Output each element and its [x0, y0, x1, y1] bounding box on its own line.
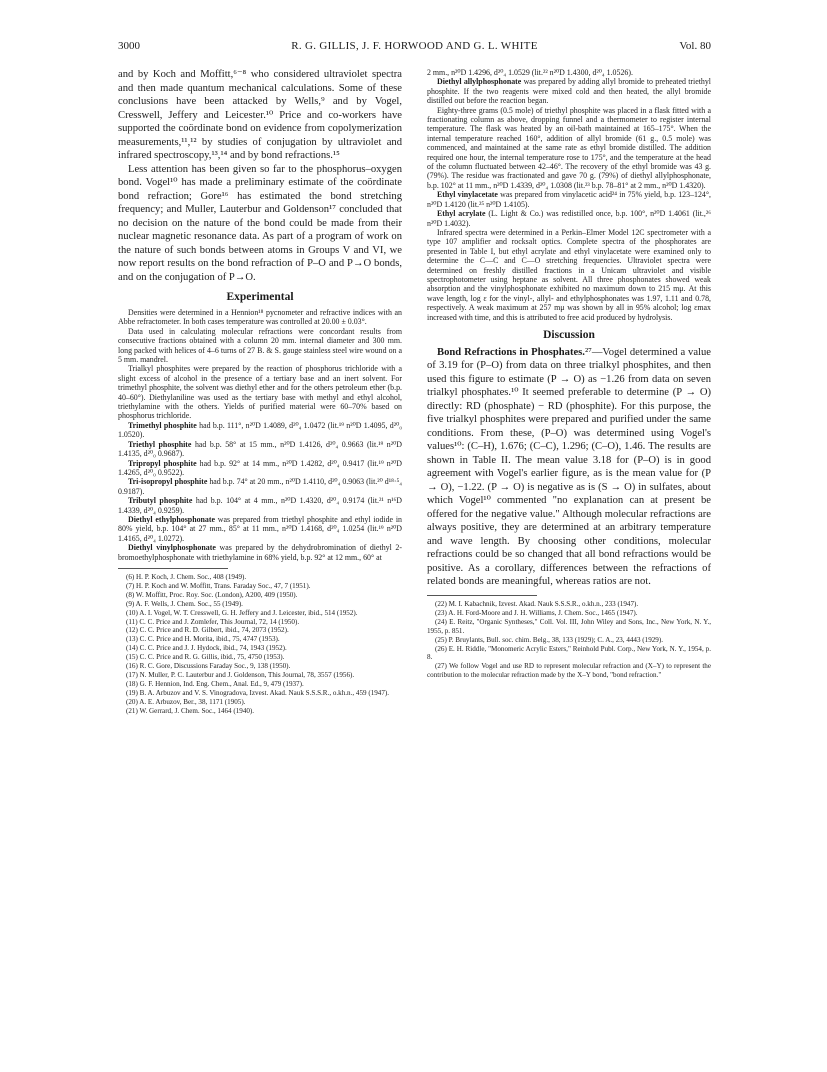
running-authors: R. G. GILLIS, J. F. HORWOOD AND G. L. WHITE — [291, 40, 538, 52]
discussion-heading: Discussion — [543, 328, 595, 341]
footnote: (19) B. A. Arbuzov and V. S. Vinogradova, Izvest. Akad. Nauk S.S.S.R., o.kh.n., 459 (1947). — [126, 688, 390, 697]
compound-tributyl-phosphite — [118, 496, 402, 515]
compound-name: Triethyl phosphite — [128, 439, 192, 449]
compound-data: had b.p. 92° at 14 mm., n²⁰D 1.4282, d²⁰₄ 0.9417 (lit.¹⁹ n²⁰D 1.4265, d²⁰₀ 0.9522). — [118, 458, 402, 477]
compound-data: was prepared from triethyl phosphite and ethyl iodide in 80% yield, b.p. 104° at 27 mm., 85° at 11 mm., n²⁰D 1.4168, d²⁰₄ 1.0254 (lit.¹⁹ n²⁰D 1.4165, d²⁰₄ 1.0272). — [118, 514, 403, 543]
footnote: (25) P. Bruylants, Bull. soc. chim. Belg., 38, 133 (1929); C. A., 23, 4443 (1929). — [435, 635, 663, 644]
footnote: (16) R. C. Gore, Discussions Faraday Soc., 9, 138 (1950). — [126, 662, 291, 671]
compound-diethyl-ethylphosphonate — [118, 515, 402, 543]
spectra-paragraph: Infrared spectra were determined in a Perkin–Elmer Model 12C spectrometer with a type 107 amplifier and rocksalt optics. Complete spectra of the phosphorates are presented in Table I, but ethyl acrylate and ethyl vinylacetate were examined only to determine the C—C and C—O stretching frequencies. Ultraviolet spectra were determined on freshly distilled fractions in a Unicam ultraviolet and visible spectrophotometer using heptane as solvent. All three phosphonates showed weak absorption and the vinylphosphonate exhibited no maximum down to 215 mμ. At this wave length, log ε for the vinyl-, allyl- and ethylphosphonates was 1.97, 1.11 and 0.78, respectively. A weak maximum at 257 mμ was shown by all in 95% alcohol; log εmax increased with time, and this is attributed to free acid produced by hydrolysis. — [427, 227, 711, 322]
compound-data: was prepared from vinylacetic acid²⁴ in 75% yield, b.p. 123–124°, n²⁰D 1.4120 (lit.²⁵ n²⁰D 1.4105). — [427, 190, 711, 209]
footnote: (21) W. Gerrard, J. Chem. Soc., 1464 (1940). — [126, 706, 255, 715]
compound-name: Trimethyl phosphite — [128, 420, 197, 430]
exp-paragraph-densities: Densities were determined in a Hennion¹⁸ pycnometer and refractive indices with an Abbe refractometer. In both cases temperature was controlled at 20.00 ± 0.03°. — [118, 308, 402, 327]
discussion-lead: Bond Refractions in Phosphates. — [437, 346, 585, 358]
footnote: (6) H. P. Koch, J. Chem. Soc., 408 (1949). — [126, 572, 247, 581]
footnotes-left — [118, 573, 402, 716]
compound-data: was prepared by adding allyl bromide to preheated triethyl phosphite. If the two reagents were mixed cold and then heated, the allyl bromide distilled out before the reaction began. — [427, 77, 711, 106]
compound-name: Ethyl acrylate — [437, 209, 486, 219]
footnote-divider — [427, 595, 537, 596]
footnote: (22) M. I. Kabachnik, Izvest. Akad. Nauk S.S.S.R., o.kh.n., 233 (1947). — [435, 599, 639, 608]
compound-data: (L. Light & Co.) was redistilled once, b.p. 100°, n²⁰D 1.4061 (lit.,²⁶ n²⁰D 1.4032). — [427, 209, 711, 228]
compound-ethyl-vinylacetate — [427, 190, 711, 209]
experimental-heading: Experimental — [226, 291, 294, 303]
footnote: (26) E. H. Riddle, "Monomeric Acrylic Esters," Reinhold Publ. Corp., New York, N. Y., 1954, p. 8. — [427, 644, 711, 662]
compound-trimethyl-phosphite — [118, 421, 402, 440]
compound-data: had b.p. 58° at 15 mm., n²⁰D 1.4126, d²⁰₄ 0.9663 (lit.¹⁹ n²⁰D 1.4135, d²⁰₀ 0.9687). — [118, 439, 402, 459]
footnote: (7) H. P. Koch and W. Moffitt, Trans. Faraday Soc., 47, 7 (1951). — [126, 581, 311, 590]
compound-data: was prepared by the dehydrobromination of diethyl 2-bromoethylphosphonate with triethylamine in 68% yield, b.p. 92° at 12 mm., 60° at — [118, 543, 403, 562]
continued-data: 2 mm., n²⁰D 1.4296, d²⁰₄ 1.0529 (lit.²² n²⁰D 1.4300, d²⁰₄ 1.0526). — [427, 68, 633, 77]
intro-paragraph-2: Less attention has been given so far to the phosphorus–oxygen bond. Vogel¹⁰ has made a preliminary estimate of the coördinate bond refraction; Gore¹⁶ has estimated the bond stretching frequency; and Muller, Lauterbur and Goldenson¹⁷ concluded that no decision on the nature of the bond could be made from their nuclear magnetic resonance data. As part of a program of work on the nature of such bonds between atoms in Groups V and VI, we now report results on the bond refraction of P–O and P→O bonds, and on the conjugation of P→O. — [118, 163, 402, 283]
footnote: (10) A. I. Vogel, W. T. Cresswell, G. H. Jeffery and J. Leicester, ibid., 514 (1952). — [126, 608, 358, 617]
footnote: (23) A. H. Ford-Moore and J. H. Williams, J. Chem. Soc., 1465 (1947). — [435, 608, 638, 617]
footnote-divider — [118, 568, 228, 569]
intro-paragraph-1: and by Koch and Moffitt,⁶⁻⁸ who considered ultraviolet spectra and then made quantum mechanical calculations. Some of these conclusions have been attacked by Wells,⁹ and by Vogel, Cresswell, Jeffery and Leicester.¹⁰ Price and co-workers have supported the coördinate bond on evidence from copolymerization measurements,¹¹,¹² by studies of conjugation by ultraviolet and infrared spectroscopy,¹³,¹⁴ and by bond refractions.¹⁵ — [118, 69, 402, 161]
footnote: (27) We follow Vogel and use RD to represent molecular refraction and (X–Y) to represent the contribution to the molecular refraction made by the X–Y bond, "bond refraction." — [427, 662, 711, 680]
compound-name: Diethyl allylphosphonate — [437, 77, 522, 87]
compound-name: Ethyl vinylacetate — [437, 190, 498, 200]
footnote: (12) C. C. Price and R. D. Gilbert, ibid., 74, 2073 (1952). — [126, 626, 289, 635]
footnote: (18) G. F. Hennion, Ind. Eng. Chem., Anal. Ed., 9, 479 (1937). — [126, 679, 304, 688]
footnote: (13) C. C. Price and H. Morita, ibid., 75, 4747 (1953). — [126, 635, 280, 644]
compound-name: Tripropyl phosphite — [128, 458, 197, 468]
exp-paragraph-phosphites: Trialkyl phosphites were prepared by the reaction of phosphorus trichloride with a slight excess of alcohol in the presence of a tertiary base and an inert solvent. For trimethyl phosphite, the solvent was diethyl ether and for the others petroleum ether (b.p. 40–60°). Diethylaniline was used as the tertiary base with methyl and ethyl alcohol, triethylamine with the others. Yields of purified material were 60–70% based on phosphorus trichloride. — [118, 364, 402, 421]
compound-tripropyl-phosphite — [118, 459, 402, 478]
compound-data: had b.p. 111°, n²⁰D 1.4089, d²⁰₄ 1.0472 (lit.¹⁹ n²⁰D 1.4095, d²⁰₀ 1.0520). — [118, 420, 402, 440]
compound-name: Diethyl vinylphosphonate — [128, 543, 216, 553]
footnote: (9) A. F. Wells, J. Chem. Soc., 55 (1949). — [126, 599, 243, 608]
compound-data: had b.p. 104° at 4 mm., n²⁰D 1.4320, d²⁰₄ 0.9174 (lit.²¹ n¹⁶D 1.4339, d²⁰₄ 0.9259). — [118, 496, 402, 515]
left-column — [118, 68, 402, 715]
compound-data: had b.p. 74° at 20 mm., n²⁰D 1.4110, d²⁰₄ 0.9063 (lit.²⁰ d¹⁸·⁵₄ 0.9187). — [118, 477, 402, 496]
footnote: (17) N. Muller, P. C. Lauterbur and J. Goldenson, This Journal, 78, 3557 (1956). — [126, 670, 355, 679]
footnote: (20) A. E. Arbuzov, Ber., 38, 1171 (1905). — [126, 697, 246, 706]
compound-name: Tributyl phosphite — [128, 496, 193, 506]
volume-label: Vol. 80 — [679, 40, 711, 52]
footnote: (24) E. Reitz, "Organic Syntheses," Coll. Vol. III, John Wiley and Sons, Inc., New York, N. Y., 1955, p. 851. — [427, 617, 711, 635]
footnote: (14) C. C. Price and J. J. Hydock, ibid., 74, 1943 (1952). — [126, 644, 287, 653]
discussion-paragraph — [427, 346, 711, 589]
footnote: (8) W. Moffitt, Proc. Roy. Soc. (London), A200, 409 (1950). — [126, 590, 298, 599]
page-number: 3000 — [118, 40, 140, 52]
footnote: (11) C. C. Price and J. Zomlefer, This Journal, 72, 14 (1950). — [126, 617, 300, 626]
footnote: (15) C. C. Price and R. G. Gillis, ibid., 75, 4750 (1953). — [126, 653, 285, 662]
exp-paragraph-data: Data used in calculating molecular refractions were concordant results from consecutive fractions obtained with a column 20 mm. internal diameter and 300 mm. long packed with helices of 4–6 turns of 27 B. & S. gauge stainless steel wire wound on a 5 mm. mandrel. — [118, 326, 402, 365]
compound-name: Tri-isopropyl phosphite — [128, 477, 208, 487]
right-column — [427, 68, 711, 680]
compound-ethyl-acrylate — [427, 209, 711, 228]
compound-diethyl-vinylphosphonate — [118, 543, 402, 562]
footnotes-right — [427, 600, 711, 680]
running-header — [118, 40, 711, 54]
compound-name: Diethyl ethylphosphonate — [128, 514, 215, 524]
compound-triethyl-phosphite — [118, 440, 402, 459]
compound-triisopropyl-phosphite — [118, 477, 402, 496]
discussion-body: ²⁷—Vogel determined a value of 3.19 for (P–O) from data on three trialkyl phosphites, and then used this figure to estimate (P → O) as −1.26 from data on seven trialkyl phosphates.¹⁰ It seemed preferable to determine (P → O) directly: RD (phosphate) − RD (phosphite). For this purpose, the five trialkyl phosphites were prepared and purified under the same conditions. From these, (P–O) was determined using Vogel's values¹⁰: (C–H), 1.676; (C–C), 1.296; (C–O), 1.46. The results are shown in Table II. The mean value 3.18 for (P–O) is in good agreement with Vogel's earlier figure, as is the mean value for (P → O), −1.22. (P → O) is negative as is (S → O) in sulfates, about which Vogel¹⁰ commented "no explanation can at present be offered for the negative value." Although molecular refractions are always positive, they are determined at an arbitrary temperature and wave length. By choosing other conditions, molecular refractions could be so changed that all bond refractions would be positive. As a corollary, differences between the refractions of related bonds are meaningful, whereas ratios are not. — [427, 346, 711, 588]
compound-diethyl-allylphosphonate — [427, 77, 711, 105]
allyl-procedure-paragraph: Eighty-three grams (0.5 mole) of triethyl phosphite was placed in a flask fitted with a fractionating column as above, dropping funnel and a thermometer to register internal temperature. The flask was heated by an oil-bath maintained at 165–175°. When the internal temperature reached 160°, addition of allyl bromide (61 g., 0.5 mole) was commenced, and maintained at the same rate as ethyl bromide distilled. The addition required one hour, the internal temperature rose to 175°, and the temperature at the head of the column fluctuated between 42–46°. The recovery of the ethyl bromide was 43 g. (79%). The residue was fractionated and gave 70 g. (79%) of diethyl allylphosphonate, b.p. 102° at 11 mm., n²⁰D 1.4339, d²⁰₄ 1.0308 (lit.²³ b.p. 78–81° at 2 mm., n²⁰D 1.4320). — [427, 105, 711, 190]
